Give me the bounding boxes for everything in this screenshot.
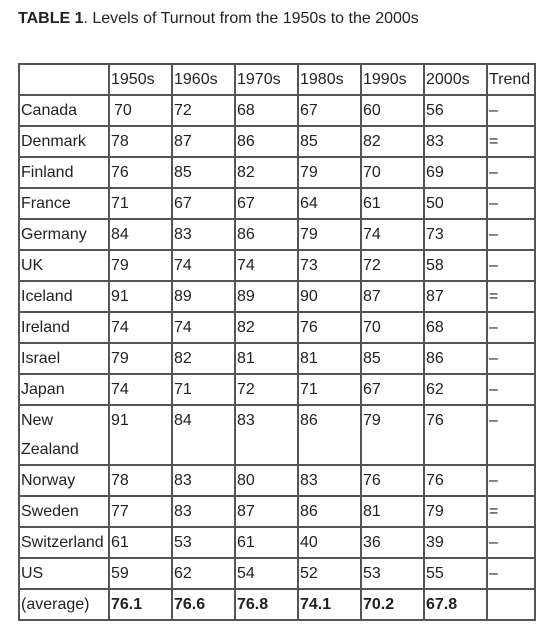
value-cell: 74 — [172, 312, 235, 343]
value-cell: 73 — [424, 219, 487, 250]
average-trend-cell — [487, 589, 535, 620]
value-cell: 71 — [109, 188, 172, 219]
value-cell: 69 — [424, 157, 487, 188]
value-cell: 64 — [298, 188, 361, 219]
value-cell: 83 — [172, 465, 235, 496]
value-cell: 76 — [424, 465, 487, 496]
trend-cell: – — [487, 312, 535, 343]
trend-cell: = — [487, 281, 535, 312]
value-cell: 85 — [361, 343, 424, 374]
value-cell: 76 — [298, 312, 361, 343]
country-cell: Ireland — [19, 312, 109, 343]
value-cell: 85 — [172, 157, 235, 188]
value-cell: 68 — [424, 312, 487, 343]
header-2000s: 2000s — [424, 64, 487, 95]
country-cell: Switzerland — [19, 527, 109, 558]
average-value-cell: 74.1 — [298, 589, 361, 620]
value-cell: 74 — [361, 219, 424, 250]
country-cell: UK — [19, 250, 109, 281]
value-cell: 62 — [424, 374, 487, 405]
value-cell: 79 — [361, 405, 424, 465]
value-cell: 74 — [235, 250, 298, 281]
trend-cell: – — [487, 558, 535, 589]
value-cell: 56 — [424, 95, 487, 126]
value-cell: 85 — [298, 126, 361, 157]
value-cell: 71 — [298, 374, 361, 405]
value-cell: 79 — [298, 157, 361, 188]
value-cell: 70 — [109, 95, 172, 126]
trend-cell: – — [487, 465, 535, 496]
value-cell: 82 — [172, 343, 235, 374]
value-cell: 61 — [361, 188, 424, 219]
trend-cell: – — [487, 374, 535, 405]
value-cell: 84 — [109, 219, 172, 250]
country-cell: Japan — [19, 374, 109, 405]
average-value-cell: 76.1 — [109, 589, 172, 620]
value-cell: 67 — [361, 374, 424, 405]
country-cell: France — [19, 188, 109, 219]
country-cell: Norway — [19, 465, 109, 496]
value-cell: 77 — [109, 496, 172, 527]
value-cell: 87 — [235, 496, 298, 527]
value-cell: 86 — [298, 496, 361, 527]
value-cell: 87 — [424, 281, 487, 312]
header-trend: Trend — [487, 64, 535, 95]
table-row — [19, 312, 535, 343]
value-cell: 91 — [109, 281, 172, 312]
value-cell: 86 — [235, 126, 298, 157]
average-value-cell: 76.6 — [172, 589, 235, 620]
trend-cell: = — [487, 496, 535, 527]
average-label-cell: (average) — [19, 589, 109, 620]
value-cell: 67 — [235, 188, 298, 219]
average-value-cell: 67.8 — [424, 589, 487, 620]
country-cell: Denmark — [19, 126, 109, 157]
table-row — [19, 496, 535, 527]
value-cell: 50 — [424, 188, 487, 219]
value-cell: 67 — [298, 95, 361, 126]
value-cell: 83 — [172, 219, 235, 250]
table-row — [19, 188, 535, 219]
value-cell: 82 — [235, 312, 298, 343]
value-cell: 72 — [361, 250, 424, 281]
value-cell: 81 — [235, 343, 298, 374]
table-caption-label: TABLE 1 — [18, 10, 84, 27]
value-cell: 83 — [298, 465, 361, 496]
value-cell: 91 — [109, 405, 172, 465]
value-cell: 89 — [172, 281, 235, 312]
value-cell: 80 — [235, 465, 298, 496]
average-value-cell: 76.8 — [235, 589, 298, 620]
header-1960s: 1960s — [172, 64, 235, 95]
value-cell: 81 — [361, 496, 424, 527]
header-1970s: 1970s — [235, 64, 298, 95]
header-1990s: 1990s — [361, 64, 424, 95]
value-cell: 70 — [361, 312, 424, 343]
table-row — [19, 157, 535, 188]
value-cell: 72 — [172, 95, 235, 126]
table-row — [19, 405, 535, 465]
table-body — [19, 95, 535, 620]
value-cell: 86 — [298, 405, 361, 465]
trend-cell: – — [487, 157, 535, 188]
header-row — [19, 64, 535, 95]
value-cell: 54 — [235, 558, 298, 589]
trend-cell: – — [487, 188, 535, 219]
country-cell: US — [19, 558, 109, 589]
value-cell: 60 — [361, 95, 424, 126]
value-cell: 73 — [298, 250, 361, 281]
value-cell: 86 — [424, 343, 487, 374]
value-cell: 68 — [235, 95, 298, 126]
table-row — [19, 527, 535, 558]
value-cell: 81 — [298, 343, 361, 374]
value-cell: 74 — [109, 312, 172, 343]
value-cell: 67 — [172, 188, 235, 219]
country-cell: Canada — [19, 95, 109, 126]
value-cell: 78 — [109, 465, 172, 496]
trend-cell: = — [487, 126, 535, 157]
table-row — [19, 126, 535, 157]
value-cell: 83 — [235, 405, 298, 465]
average-value-cell: 70.2 — [361, 589, 424, 620]
trend-cell: – — [487, 250, 535, 281]
table-caption — [18, 9, 419, 29]
value-cell: 36 — [361, 527, 424, 558]
table-row — [19, 343, 535, 374]
average-row — [19, 589, 535, 620]
turnout-table — [18, 63, 536, 621]
table-row — [19, 281, 535, 312]
table-row — [19, 250, 535, 281]
value-cell: 74 — [172, 250, 235, 281]
value-cell: 79 — [109, 343, 172, 374]
country-cell: Finland — [19, 157, 109, 188]
value-cell: 52 — [298, 558, 361, 589]
value-cell: 76 — [424, 405, 487, 465]
value-cell: 61 — [235, 527, 298, 558]
value-cell: 87 — [172, 126, 235, 157]
value-cell: 86 — [235, 219, 298, 250]
country-cell: Iceland — [19, 281, 109, 312]
value-cell: 78 — [109, 126, 172, 157]
country-cell: New Zealand — [19, 405, 109, 465]
trend-cell: – — [487, 405, 535, 465]
table-row — [19, 465, 535, 496]
table-row — [19, 374, 535, 405]
table-row — [19, 95, 535, 126]
header-1950s: 1950s — [109, 64, 172, 95]
value-cell: 58 — [424, 250, 487, 281]
value-cell: 55 — [424, 558, 487, 589]
value-cell: 53 — [361, 558, 424, 589]
table-row — [19, 558, 535, 589]
value-cell: 82 — [235, 157, 298, 188]
value-cell: 79 — [424, 496, 487, 527]
value-cell: 76 — [361, 465, 424, 496]
trend-cell: – — [487, 95, 535, 126]
value-cell: 40 — [298, 527, 361, 558]
header-1980s: 1980s — [298, 64, 361, 95]
value-cell: 71 — [172, 374, 235, 405]
value-cell: 59 — [109, 558, 172, 589]
value-cell: 74 — [109, 374, 172, 405]
country-cell: Israel — [19, 343, 109, 374]
value-cell: 70 — [361, 157, 424, 188]
table-caption-text: . Levels of Turnout from the 1950s to the 2000s — [83, 10, 419, 27]
table-row — [19, 219, 535, 250]
value-cell: 53 — [172, 527, 235, 558]
value-cell: 79 — [109, 250, 172, 281]
value-cell: 89 — [235, 281, 298, 312]
header-corner — [19, 64, 109, 95]
value-cell: 84 — [172, 405, 235, 465]
value-cell: 39 — [424, 527, 487, 558]
value-cell: 62 — [172, 558, 235, 589]
value-cell: 72 — [235, 374, 298, 405]
value-cell: 61 — [109, 527, 172, 558]
value-cell: 79 — [298, 219, 361, 250]
value-cell: 87 — [361, 281, 424, 312]
value-cell: 76 — [109, 157, 172, 188]
value-cell: 82 — [361, 126, 424, 157]
value-cell: 83 — [424, 126, 487, 157]
trend-cell: – — [487, 527, 535, 558]
trend-cell: – — [487, 343, 535, 374]
value-cell: 83 — [172, 496, 235, 527]
country-cell: Sweden — [19, 496, 109, 527]
trend-cell: – — [487, 219, 535, 250]
country-cell: Germany — [19, 219, 109, 250]
value-cell: 90 — [298, 281, 361, 312]
